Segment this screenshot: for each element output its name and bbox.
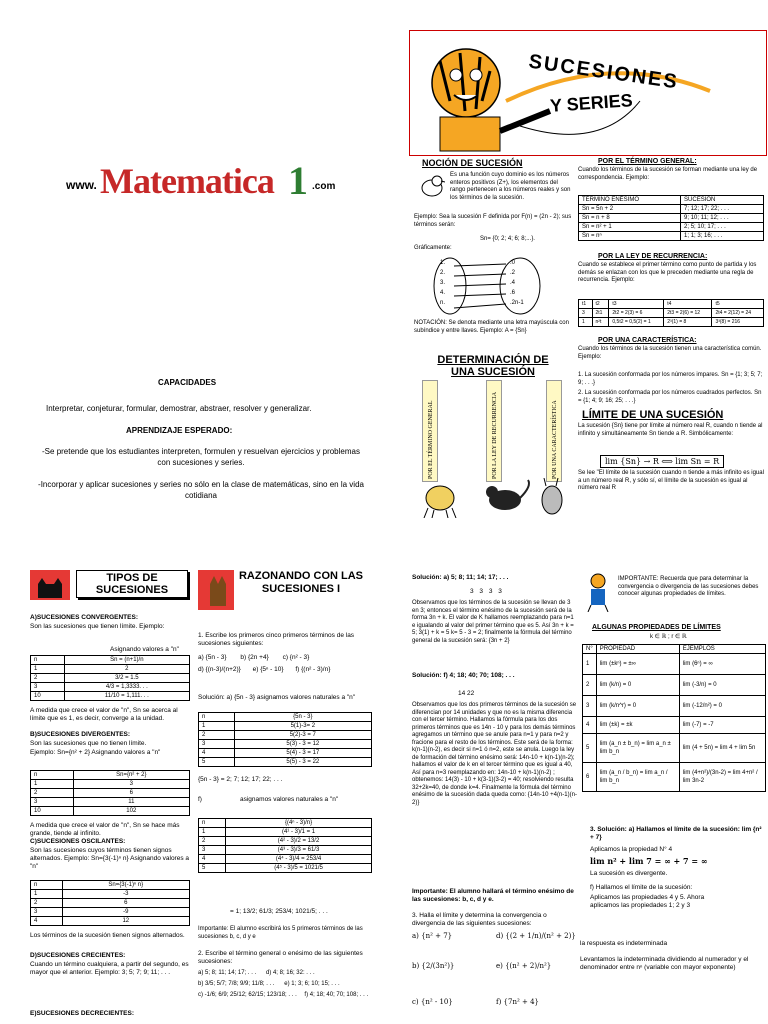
table-row bbox=[31, 908, 190, 917]
tipos-a-asig: Asignando valores a "n" bbox=[110, 646, 179, 653]
table-cell: lim (-12/n²) = 0 bbox=[679, 696, 765, 717]
panel-caracteristica bbox=[546, 380, 562, 482]
table-row bbox=[31, 665, 190, 674]
table-cell: Sn = (n+1)/n bbox=[64, 656, 189, 665]
solucion-f-diffs: 14 22 bbox=[458, 690, 475, 697]
propiedades-prop: Aplicamos la propiedad N° 4 bbox=[590, 846, 673, 853]
table-row bbox=[579, 196, 764, 205]
cover-title-2: Y SERIES bbox=[549, 90, 634, 116]
table-cell: 3 bbox=[583, 696, 597, 717]
p3-row bbox=[412, 998, 578, 1018]
caracteristica-text: Cuando los términos de la sucesión tienen una característica común. Ejemplo: bbox=[578, 346, 762, 360]
table-cell: -9 bbox=[62, 908, 189, 917]
tipos-d: D)SUCESIONES CRECIENTES: bbox=[30, 952, 126, 959]
nocion-text: Es una función cuyo dominio es los números enteros positivos (Z+), los elementos del rango pertenecen a los números reales y son los términos de la sucesión. bbox=[450, 172, 571, 201]
table-cell: 1 bbox=[31, 780, 74, 789]
razonando-p2-items bbox=[198, 968, 372, 1001]
table-cell: 3 bbox=[199, 846, 226, 855]
p3-item: d) {(2 + 1/n)/(n² + 2)} bbox=[496, 932, 576, 940]
p2-row bbox=[198, 968, 372, 979]
table-cell: 3 bbox=[579, 309, 593, 318]
table-row bbox=[583, 763, 766, 792]
table-row bbox=[31, 917, 190, 926]
f-label: .4 bbox=[510, 280, 516, 286]
p2-item: f) 4; 18; 40; 70; 108; . . . bbox=[304, 992, 369, 998]
table-cell: (4⁵ - 3)/5 = 1021/5 bbox=[226, 864, 372, 873]
table-cell: 1 bbox=[31, 890, 63, 899]
n-label: 1. bbox=[440, 260, 446, 266]
table-cell: 2³(1) = 8 bbox=[664, 318, 712, 327]
table-row bbox=[579, 232, 764, 241]
razonando-items bbox=[198, 652, 372, 676]
mapping-diagram bbox=[420, 254, 570, 316]
table-row bbox=[579, 309, 764, 318]
table-row bbox=[31, 683, 190, 692]
table-cell: n bbox=[199, 819, 226, 828]
n-label: n. bbox=[440, 300, 446, 306]
panel-label: POR EL TÉRMINO GENERAL bbox=[428, 400, 434, 479]
table-cell: Sn = 5n + 2 bbox=[579, 205, 681, 214]
table-cell: 10 bbox=[31, 807, 74, 816]
table-cell: 11 bbox=[73, 798, 189, 807]
table-row bbox=[199, 758, 372, 767]
logo-number: 1 bbox=[288, 158, 308, 203]
table-cell: 2 bbox=[199, 837, 226, 846]
table-cell: 5(1)-3= 2 bbox=[234, 722, 371, 731]
table-cell: lim (-3/n) = 0 bbox=[679, 675, 765, 696]
table-cell: lim (k/n^r) = 0 bbox=[596, 696, 679, 717]
solucion-p3-items bbox=[412, 932, 578, 1018]
item-b: b) {2n +4} bbox=[240, 654, 269, 661]
item-f: f) {(n² - 3)/n} bbox=[295, 666, 331, 673]
table-cell: t4 bbox=[664, 300, 712, 309]
table-header: SUCESIÓN bbox=[681, 196, 764, 205]
recurrencia-title: POR LA LEY DE RECURRENCIA: bbox=[598, 253, 708, 260]
panel-label: POR LA LEY DE RECURRENCIA bbox=[492, 391, 498, 479]
nocion-title: NOCIÓN DE SUCESIÓN bbox=[422, 158, 523, 168]
tipos-b-table bbox=[30, 770, 190, 816]
table-cell: n bbox=[31, 771, 74, 780]
propiedades-f3: la respuesta es indeterminada bbox=[580, 940, 668, 947]
table-row bbox=[199, 731, 372, 740]
table-row bbox=[31, 789, 190, 798]
table-cell: 0,5t2 = 0,5(2) = 1 bbox=[609, 318, 664, 327]
table-cell: Sn={n² + 2} bbox=[73, 771, 189, 780]
table-row bbox=[579, 223, 764, 232]
table-cell: lim (a_n ± b_n) = lim a_n ± lim b_n bbox=[596, 734, 679, 763]
tipos-a-table bbox=[30, 655, 190, 701]
table-row bbox=[583, 675, 766, 696]
table-cell: n bbox=[31, 881, 63, 890]
table-row bbox=[199, 819, 372, 828]
p3-row bbox=[412, 932, 578, 962]
character-icon bbox=[584, 572, 612, 612]
table-row bbox=[31, 890, 190, 899]
razonando-sol-result: {5n - 3} = 2; 7; 12; 17; 22; . . . bbox=[198, 776, 283, 783]
table-cell: 5(3) - 3 = 12 bbox=[234, 740, 371, 749]
f-labels bbox=[510, 258, 524, 308]
p2-item: b) 3/5; 5/7; 7/8; 9/9; 11/8; . . . bbox=[198, 981, 275, 987]
recurrencia-table bbox=[578, 299, 764, 327]
table-row bbox=[31, 881, 190, 890]
p3-item: f) {7n² + 4} bbox=[496, 998, 539, 1006]
table-cell: (4¹ - 3)/1 = 1 bbox=[226, 828, 372, 837]
table-cell: 4 bbox=[199, 855, 226, 864]
table-row bbox=[31, 780, 190, 789]
p3-item: b) {2/(3n²)} bbox=[412, 962, 455, 970]
table-cell: 2 bbox=[199, 731, 235, 740]
cat-shape bbox=[30, 570, 70, 600]
aprendizaje-title: APRENDIZAJE ESPERADO: bbox=[126, 426, 233, 435]
p2-row bbox=[198, 990, 372, 1001]
logo-suffix: .com bbox=[312, 181, 336, 192]
p3-item: e) {(n² + 2)/n²} bbox=[496, 962, 552, 970]
table-cell: (4² - 3)/2 = 13/2 bbox=[226, 837, 372, 846]
tipos-b-ej: Ejemplo: Sn={n² + 2} Asignando valores a "n" bbox=[30, 749, 161, 756]
propiedades-eq: lim n² + lim 7 = ∞ + 7 = ∞ bbox=[590, 856, 708, 866]
table-row bbox=[583, 696, 766, 717]
table-cell: 12 bbox=[62, 917, 189, 926]
item-e: e) {5ⁿ - 10} bbox=[252, 666, 284, 673]
tipos-a-note: A medida que crece el valor de "n", Sn se acerca al límite que es 1, es decir, converge a la unidad. bbox=[30, 707, 178, 722]
table-row bbox=[579, 318, 764, 327]
aprendizaje-2: -Incorporar y aplicar sucesiones y series no sólo en la clase de matemáticas, sino en la vida cotidiana bbox=[38, 480, 364, 500]
logo bbox=[66, 158, 346, 203]
table-cell: {(4ⁿ - 3)/n} bbox=[226, 819, 372, 828]
table-cell: 1 bbox=[583, 654, 597, 675]
razonando-sol-table bbox=[198, 712, 372, 767]
table-row bbox=[199, 713, 372, 722]
table-cell: 2 bbox=[64, 665, 189, 674]
table-cell: 2t1 bbox=[592, 309, 609, 318]
table-row bbox=[583, 654, 766, 675]
table-cell: 3/2 = 1.5 bbox=[64, 674, 189, 683]
table-row bbox=[31, 674, 190, 683]
table-cell: 2; 5; 10; 17; . . . bbox=[681, 223, 764, 232]
table-cell: lim (6ⁿ) = ∞ bbox=[679, 654, 765, 675]
f-label: .2 bbox=[510, 270, 516, 276]
tipos-c: C)SUCESIONES OSCILANTES: bbox=[30, 838, 126, 845]
animals-illustration bbox=[420, 478, 570, 518]
table-header: PROPIEDAD bbox=[596, 645, 679, 654]
hand-shape bbox=[198, 570, 234, 610]
propiedades-div: La sucesión es divergente. bbox=[590, 870, 668, 877]
table-cell: 4/3 = 1,3333. . . bbox=[64, 683, 189, 692]
termino-general-table bbox=[578, 195, 764, 241]
table-row bbox=[199, 864, 372, 873]
propiedades-f: f) Hallamos el límite de la sucesión: bbox=[590, 884, 693, 891]
razonando-sol: Solución: a) {5n - 3} asignamos valores naturales a "n" bbox=[198, 694, 356, 701]
table-cell: lim (4+n²)/(3n-2) = lim 4+n² / lim 3n-2 bbox=[679, 763, 765, 792]
table-cell: lim (4 + 5n) = lim 4 + lim 5n bbox=[679, 734, 765, 763]
table-row bbox=[579, 205, 764, 214]
limite-title: LÍMITE DE UNA SUCESIÓN bbox=[582, 409, 724, 421]
table-cell: 10 bbox=[31, 692, 65, 701]
table-cell: 4 bbox=[31, 917, 63, 926]
propiedades-f2: Aplicamos las propiedades 4 y 5. Ahora aplicamos las propiedades 1; 2 y 3 bbox=[590, 894, 705, 909]
tipos-b-note: A medida que crece el valor de "n", Sn se hace más grande, tiende al infinito. bbox=[30, 822, 180, 837]
capacidades-title: CAPACIDADES bbox=[158, 378, 217, 387]
razonando-f-result: = 1; 13/2; 61/3; 253/4; 1021/5; . . . bbox=[230, 908, 328, 915]
table-header: TÉRMINO ENÉSIMO bbox=[579, 196, 681, 205]
caracteristica-title: POR UNA CARACTERÍSTICA: bbox=[598, 337, 697, 344]
nocion-notacion: NOTACIÓN: Se denota mediante una letra mayúscula con subíndice y entre llaves. Ejemplo: A = {Sn} bbox=[414, 320, 569, 334]
table-cell: 4 bbox=[199, 749, 235, 758]
table-cell: lim (k/n) = 0 bbox=[596, 675, 679, 696]
table-row bbox=[199, 749, 372, 758]
f-label: .0 bbox=[510, 260, 516, 266]
razonando-p2: 2. Escribe el término general o enésimo de las siguientes sucesiones: bbox=[198, 950, 363, 965]
table-row bbox=[583, 734, 766, 763]
tipos-c-table bbox=[30, 880, 190, 926]
table-cell: 102 bbox=[73, 807, 189, 816]
solucion-a-diffs: 3 3 3 3 bbox=[470, 588, 504, 595]
table-cell: 6 bbox=[73, 789, 189, 798]
table-cell: 5(4) - 3 = 17 bbox=[234, 749, 371, 758]
f-label: .2n-1 bbox=[510, 300, 524, 306]
table-cell: 1 bbox=[579, 318, 593, 327]
propiedades-sol: 3. Solución: a) Hallamos el límite de la sucesión: lim {n² + 7} bbox=[590, 826, 762, 841]
propiedades-table bbox=[582, 644, 766, 792]
solucion-imp: Importante: El alumno hallará el término enésimo de las sucesiones: b, c, d y e. bbox=[412, 888, 574, 903]
table-cell: 3 bbox=[31, 908, 63, 917]
table-row bbox=[31, 807, 190, 816]
tipos-c-note: Los términos de la sucesión tienen signos alternados. bbox=[30, 932, 185, 939]
table-cell: 9; 10; 11; 12; . . . bbox=[681, 214, 764, 223]
razonando-imp: Importante: El alumno escribirá los 5 primeros términos de las sucesiones b, c, d y e bbox=[198, 926, 363, 940]
n-label: 3. bbox=[440, 280, 446, 286]
table-cell: -3 bbox=[62, 890, 189, 899]
table-cell: 11/10 = 1,111. . . bbox=[64, 692, 189, 701]
table-row bbox=[31, 771, 190, 780]
razonando-title: RAZONANDO CON LAS SUCESIONES I bbox=[238, 570, 364, 595]
table-cell: 3 bbox=[31, 798, 74, 807]
item-d: d) {(n-3)/(n+2)} bbox=[198, 666, 241, 673]
table-cell: 1 bbox=[199, 828, 226, 837]
tipos-b-text: Son las sucesiones que no tienen límite. bbox=[30, 740, 147, 747]
table-cell: 1 bbox=[31, 665, 65, 674]
panel-recurrencia bbox=[486, 380, 502, 482]
table-cell: t2 bbox=[592, 300, 609, 309]
table-cell: 7; 12; 17; 22; . . . bbox=[681, 205, 764, 214]
determinacion-title: DETERMINACIÓN DE UNA SUCESIÓN bbox=[437, 354, 549, 378]
tipos-c-text: Son las sucesiones cuyos términos tienen signos alternados. Ejemplo: Sn={3(-1)ⁿ n} Asignando valores a "n" bbox=[30, 847, 190, 870]
table-cell: 5(5) - 3 = 22 bbox=[234, 758, 371, 767]
table-row bbox=[199, 855, 372, 864]
razonando-header bbox=[198, 570, 368, 610]
table-header: N° bbox=[583, 645, 597, 654]
table-cell: lim (-7) = -7 bbox=[679, 717, 765, 734]
tipos-a: A)SUCESIONES CONVERGENTES: bbox=[30, 614, 138, 621]
tipos-a-text: Son las sucesiones que tienen límite. Ejemplo: bbox=[30, 623, 165, 630]
nocion-ejemplo: Ejemplo: Sea la sucesión F definida por F(n) = (2n - 2); sus términos serán: bbox=[414, 214, 572, 228]
table-cell: (4⁴ - 3)/4 = 253/4 bbox=[226, 855, 372, 864]
table-cell: 4 bbox=[583, 717, 597, 734]
table-cell: 5(2)-3 = 7 bbox=[234, 731, 371, 740]
caracteristica-e1: 1. La sucesión conformada por los números impares. Sn = {1; 3; 5; 7; 9; . . .} bbox=[578, 372, 763, 386]
solucion-text2: Observamos que los dos primeros términos de la sucesión se diferencian por 14 unidades y que no es la misma diferencia con el tercer término. Hallamos la fórmula para los dos primeros términos que es 14n - 10 y para los demás términos agregamos un término que se anule para n=1 y para n=2 y fracione para el resto de los términos. Este será de la forma: k(n-1)(n-2), es decir si n=1 ó n=2, este se anula. Luego la ley de formación del término enésimo será: 14n-10 + k(n-1)(n-2); hallamos el valor de k en el tercer término que es igual a 40, Así para n=3 reemplazando en: 14n-10 + k(n-1)(n-2) ; obtenemos: 14(3) - 10 + k(3-1)(3-2) = 40; resolviendo resulta 32+2k=40, de donde k=4. Finalmente la fórmula del término enésimo de la sucesión dada queda como: {14n-10 +4(n-1)(n-2)} bbox=[412, 702, 577, 806]
propiedades-sub: k ∈ ℝ ; r ∈ ℝ bbox=[650, 634, 687, 640]
razonando-f-label: f) bbox=[198, 796, 202, 803]
solucion-text1: Observamos que los términos de la sucesión se llevan de 3 en 3; entonces el término enésimo de la sucesión será de la forma 3n + k. El valor de K hallamos reemplazando para n=1 e igualando al valor del primer término que es 5. Así 3n + k = 5; 3(1) + k = 5 k= 5 - 3 = 2; finalmente la fórmula del término general de la sucesión será: {3n + 2} bbox=[412, 600, 574, 644]
table-cell: lim (a_n / b_n) = lim a_n / lim b_n bbox=[596, 763, 679, 792]
table-row bbox=[31, 798, 190, 807]
p3-row bbox=[412, 962, 578, 998]
solucion-f: Solución: f) 4; 18; 40; 70; 108; . . . bbox=[412, 672, 515, 679]
n-labels bbox=[440, 258, 445, 308]
table-cell: 2t4 = 2(12) = 24 bbox=[712, 309, 764, 318]
table-cell: 3 bbox=[199, 740, 235, 749]
table-cell: 2 bbox=[31, 789, 74, 798]
table-cell: 3 bbox=[31, 683, 65, 692]
logo-prefix: www. bbox=[66, 178, 97, 192]
capacidades-text: Interpretar, conjeturar, formular, demostrar, abstraer, resolver y generalizar. bbox=[46, 404, 312, 413]
termino-general-text: Cuando los términos de la sucesión se forman mediante una ley de correspondencia. Ejemplo: bbox=[578, 167, 758, 181]
table-cell: t3 bbox=[609, 300, 664, 309]
table-cell: n bbox=[31, 656, 65, 665]
p2-item: c) -1/6; 6/9; 25/12; 62/15; 123/18; . . . bbox=[198, 992, 297, 998]
table-row bbox=[583, 645, 766, 654]
limite-text2: Se lee "El límite de la sucesión cuando n tiende a más infinito es igual a un número real R, y sólo sí, el límite de la sucesión es igual al número real R bbox=[578, 470, 764, 491]
table-row bbox=[579, 300, 764, 309]
table-header: EJEMPLOS bbox=[679, 645, 765, 654]
table-cell: n²t bbox=[592, 318, 609, 327]
table-cell: {5n - 3} bbox=[234, 713, 371, 722]
razonando-f-text: asignamos valores naturales a "n" bbox=[240, 796, 339, 803]
caracteristica-e2: 2. La sucesión conformada por los números cuadrados perfectos. Sn = {1; 4; 9; 16; 25; . . .} bbox=[578, 390, 762, 404]
table-cell: 1; 1; 3; 16; . . . bbox=[681, 232, 764, 241]
determinacion-panels bbox=[420, 380, 570, 488]
table-cell: 5 bbox=[199, 758, 235, 767]
table-row bbox=[199, 828, 372, 837]
solucion-p3: 3. Halla el límite y determina la convergencia o divergencia de las siguientes sucesiones: bbox=[412, 912, 547, 927]
nocion-graf: Gráficamente: bbox=[414, 245, 452, 251]
table-row bbox=[199, 837, 372, 846]
table-cell: 2t3 = 2(6) = 12 bbox=[664, 309, 712, 318]
table-cell: 6 bbox=[62, 899, 189, 908]
termino-general-title: POR EL TÉRMINO GENERAL: bbox=[598, 158, 697, 165]
aprendizaje-1: -Se pretende que los estudiantes interpreten, formulen y resuelvan ejercicios y problemas con sucesiones y series. bbox=[42, 447, 360, 467]
f-label: .6 bbox=[510, 290, 516, 296]
table-cell: 3³(8) = 216 bbox=[712, 318, 764, 327]
bird-icon bbox=[419, 172, 445, 202]
tipos-header bbox=[30, 570, 190, 600]
tipos-title-box bbox=[76, 570, 188, 598]
panel-label: POR UNA CARACTERÍSTICA bbox=[552, 400, 558, 479]
limite-text: La sucesión {Sn} tiene por límite al número real R, cuando n tiende al infinito y simultáneamente Sn tiende a R. Simbólicamente: bbox=[578, 423, 763, 437]
nocion-sn: Sn= {0; 2; 4; 6; 8;...}. bbox=[480, 236, 535, 242]
n-label: 4. bbox=[440, 290, 446, 296]
cat-icon bbox=[30, 570, 70, 600]
hand-icon bbox=[198, 570, 234, 610]
table-row bbox=[583, 717, 766, 734]
table-row bbox=[199, 846, 372, 855]
table-cell: lim (±k) = ±k bbox=[596, 717, 679, 734]
p2-item: a) 5; 8; 11; 14; 17; . . . bbox=[198, 970, 257, 976]
table-row bbox=[31, 656, 190, 665]
razonando-p1: 1. Escribe los primeros cinco primeros términos de las sucesiones siguientes: bbox=[198, 632, 355, 647]
razonando-f-table bbox=[198, 818, 372, 873]
table-cell: Sn = n² + 1 bbox=[579, 223, 681, 232]
item-c: c) {n² - 3} bbox=[282, 654, 310, 661]
table-cell: 2t2 = 2(3) = 6 bbox=[609, 309, 664, 318]
table-cell: 2 bbox=[31, 674, 65, 683]
table-cell: t1 bbox=[579, 300, 593, 309]
propiedades-f4: Levantamos la indeterminada dividiendo al numerador y el denominador entre nⁿ (variable con mayor exponente) bbox=[580, 956, 749, 971]
table-row bbox=[199, 740, 372, 749]
item-a: a) {5n - 3} bbox=[198, 654, 227, 661]
table-cell: Sn = nⁿ bbox=[579, 232, 681, 241]
p3-item: c) {n² - 10} bbox=[412, 998, 453, 1006]
table-row bbox=[31, 899, 190, 908]
tipos-title: TIPOS DE SUCESIONES bbox=[95, 572, 169, 596]
table-cell: 3 bbox=[73, 780, 189, 789]
tipos-b: B)SUCESIONES DIVERGENTES: bbox=[30, 731, 131, 738]
table-row bbox=[31, 692, 190, 701]
table-cell: t5 bbox=[712, 300, 764, 309]
tipos-e: E)SUCESIONES DECRECIENTES: bbox=[30, 1010, 135, 1017]
table-cell: n bbox=[199, 713, 235, 722]
table-cell: 2 bbox=[31, 899, 63, 908]
table-cell: 1 bbox=[199, 722, 235, 731]
table-cell: (4³ - 3)/3 = 61/3 bbox=[226, 846, 372, 855]
p3-item: a) {n² + 7} bbox=[412, 932, 453, 940]
cover-frame bbox=[409, 30, 767, 156]
solucion-a: Solución: a) 5; 8; 11; 14; 17; . . . bbox=[412, 574, 509, 581]
table-cell: 2 bbox=[583, 675, 597, 696]
p2-row bbox=[198, 979, 372, 990]
n-label: 2. bbox=[440, 270, 446, 276]
panel-termino-general bbox=[422, 380, 438, 482]
table-cell: 5 bbox=[583, 734, 597, 763]
limite-formula: lim {Sn} → R ⟺ lim Sn = R bbox=[600, 455, 724, 468]
propiedades-title: ALGUNAS PROPIEDADES DE LÍMITES bbox=[592, 624, 721, 631]
table-row bbox=[579, 214, 764, 223]
tipos-d-text: Cuando un término cualquiera, a partir del segundo, es mayor que el anterior. Ejemplo: 3; 5; 7; 9; 11; . . . bbox=[30, 961, 189, 976]
importante-text: IMPORTANTE: Recuerda que para determinar la convergencia o divergencia de las sucesiones debes conocer algunas propiedades de límites. bbox=[618, 576, 759, 597]
table-cell: lim (±kⁿ) = ±∞ bbox=[596, 654, 679, 675]
cover-title-1: SUCESIONES bbox=[527, 50, 681, 94]
table-cell: 6 bbox=[583, 763, 597, 792]
table-cell: Sn = n + 8 bbox=[579, 214, 681, 223]
p2-item: e) 1; 3; 6; 10; 15; . . . bbox=[284, 981, 340, 987]
p2-item: d) 4; 8; 16; 32: . . . bbox=[265, 970, 315, 976]
table-cell: 5 bbox=[199, 864, 226, 873]
table-row bbox=[199, 722, 372, 731]
logo-brand: Matematica bbox=[100, 161, 274, 201]
table-cell: Sn={3(-1)ⁿ n} bbox=[62, 881, 189, 890]
recurrencia-text: Cuando se establece el primer término como punto de partida y los demás se enlazan con los que le preceden mediante una regla de recurrencia. Ejemplo: bbox=[578, 262, 757, 283]
